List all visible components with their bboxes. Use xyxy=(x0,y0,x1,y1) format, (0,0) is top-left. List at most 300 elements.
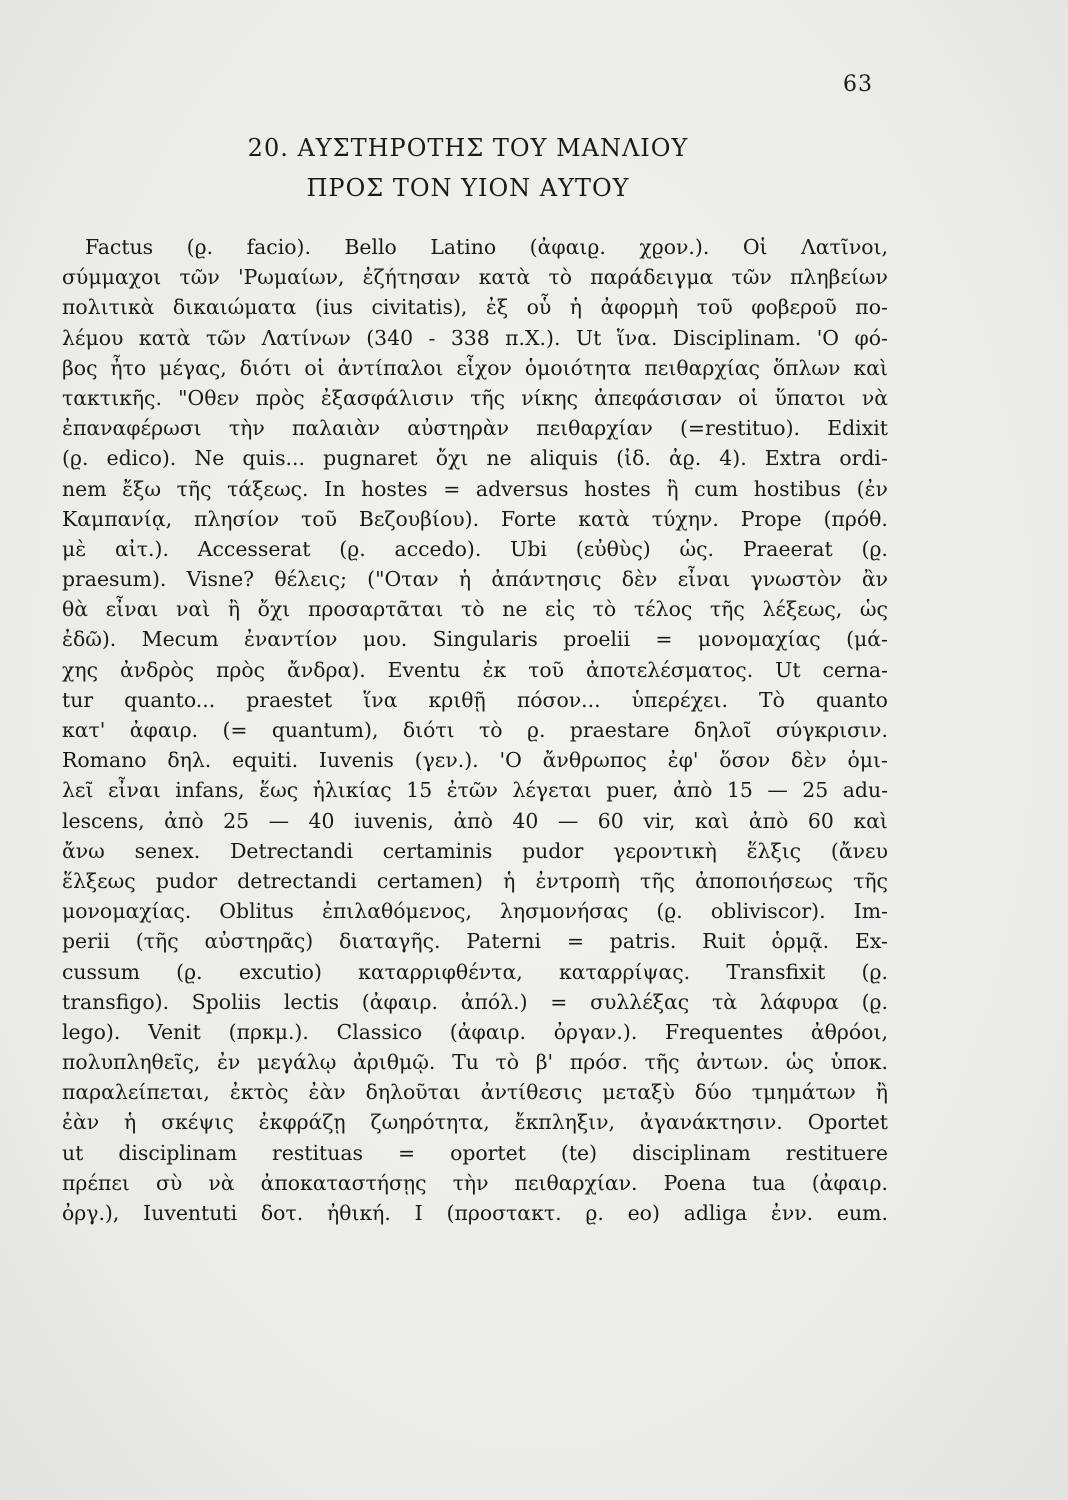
word: τῆς xyxy=(853,868,888,893)
word: proelii xyxy=(563,627,630,652)
word: Venit xyxy=(148,1019,201,1044)
word: μονομαχίας. xyxy=(62,899,192,924)
word: τῶν xyxy=(179,265,220,290)
word: (ϱ. xyxy=(62,446,89,471)
text-line xyxy=(62,504,888,534)
word: ἀνδρὸς xyxy=(119,657,195,682)
word: (ϱ. xyxy=(861,989,888,1014)
word: καὶ xyxy=(853,808,888,833)
word: (μά- xyxy=(846,627,888,652)
word: χης xyxy=(62,657,98,682)
word: quanto... xyxy=(124,687,216,712)
word: eo) xyxy=(627,1201,660,1225)
word: ne xyxy=(502,597,528,622)
word: διότι xyxy=(239,355,292,380)
word: βος xyxy=(62,355,98,380)
word: ὄχι xyxy=(257,597,291,622)
word: ἡ xyxy=(503,868,516,893)
word: λεῖ xyxy=(62,778,94,803)
word: (πρόθ. xyxy=(823,506,888,531)
word: φό- xyxy=(854,325,888,350)
word: (εὐθὺς) xyxy=(575,536,651,561)
word: equiti. xyxy=(232,748,299,773)
word: πο- xyxy=(855,295,888,320)
word: ἐπιλαθόμενος, xyxy=(321,899,472,924)
word: adversus xyxy=(475,476,569,501)
word: eum. xyxy=(836,1201,888,1225)
word: Oblitus xyxy=(219,899,294,924)
word: σὺ xyxy=(155,1170,183,1195)
word: πληβείων xyxy=(790,265,888,290)
word: ἢ xyxy=(875,1080,888,1105)
word: cum xyxy=(694,476,739,501)
word: Poena xyxy=(663,1170,727,1195)
word: αὐστηρὰν xyxy=(407,416,509,441)
word: ἐκφράζῃ xyxy=(258,1110,346,1135)
word: μου. xyxy=(362,627,408,652)
word: vir, xyxy=(643,808,676,833)
word: πρὸς xyxy=(255,385,305,410)
word: ὁρμᾷ. xyxy=(771,929,830,954)
word: τμημάτων xyxy=(751,1080,856,1105)
word: ἀπόλ.) xyxy=(460,989,528,1014)
word: 'Ο xyxy=(499,748,522,773)
word: (τῆς xyxy=(135,929,179,954)
word: ἔξω xyxy=(122,476,161,501)
word: ordi- xyxy=(839,446,888,471)
word: accedo). xyxy=(394,536,482,561)
word: I xyxy=(414,1201,423,1225)
word: τάξεως. xyxy=(227,476,309,501)
word: 'Ρωμαίων, xyxy=(237,265,345,290)
word: transfigo). xyxy=(62,989,170,1014)
word: ἡλικίας xyxy=(312,778,392,803)
text-line xyxy=(62,564,888,594)
word: καταρρίψας. xyxy=(558,959,691,984)
word: τῆς xyxy=(709,597,745,622)
word: ἡ xyxy=(458,567,472,592)
word: εἶναι xyxy=(677,567,731,592)
word: πειθαρχίαν. xyxy=(514,1170,638,1195)
word: Prope xyxy=(740,506,802,531)
word: (προστακτ. xyxy=(446,1201,562,1225)
word: κατὰ xyxy=(578,506,630,531)
word: ἀγανάκτησιν. xyxy=(639,1110,783,1135)
text-line xyxy=(62,413,888,443)
word: (ἄνευ xyxy=(830,838,888,863)
text-line xyxy=(62,292,888,322)
word: τακτικῆς. xyxy=(62,385,162,410)
word: Frequentes xyxy=(665,1019,784,1044)
word: ἂν xyxy=(861,567,888,592)
word: (340 xyxy=(366,325,414,350)
word: Disciplinam. xyxy=(672,325,802,350)
text-line xyxy=(62,232,888,262)
word: ζωηρότητα, xyxy=(370,1110,490,1135)
word: ὑποκ. xyxy=(830,1050,888,1075)
word: = xyxy=(655,627,673,652)
word: Detrectandi xyxy=(230,838,353,863)
word: certaminis xyxy=(382,838,493,863)
word: σύμμαχοι xyxy=(62,265,162,290)
word: ὕπατοι xyxy=(774,385,846,410)
word: λάφυρα xyxy=(759,989,839,1014)
word: τὰ xyxy=(711,989,737,1014)
word: Iuventuti xyxy=(143,1201,238,1225)
word: Eventu xyxy=(387,657,461,682)
word: senex. xyxy=(134,838,201,863)
word: praestet xyxy=(246,687,333,712)
word: — xyxy=(557,808,579,833)
word: πλησίον xyxy=(193,506,280,531)
text-line xyxy=(62,715,888,745)
word: νὰ xyxy=(208,1170,235,1195)
word: ἀντων. xyxy=(696,1050,770,1075)
word: ἀφαιρ. xyxy=(129,718,199,742)
word: adu- xyxy=(842,778,888,803)
word: δηλοῖ xyxy=(693,718,752,742)
word: ἐκτὸς xyxy=(229,1080,289,1105)
word: ὡς. xyxy=(679,536,715,561)
text-line xyxy=(62,1168,888,1198)
word: τὸ xyxy=(461,597,485,622)
word: πρόσ. xyxy=(569,1050,628,1075)
word: μεταξὺ xyxy=(602,1080,675,1105)
word: δύο xyxy=(694,1080,732,1105)
word: 40 xyxy=(512,808,539,833)
word: In xyxy=(324,476,346,501)
word: disciplinam xyxy=(118,1140,238,1165)
word: ut xyxy=(62,1140,84,1165)
word: Καμπανίᾳ, xyxy=(62,506,173,531)
word: quantum), xyxy=(271,718,379,742)
word: Im- xyxy=(853,899,888,924)
word: excutio) xyxy=(238,959,322,984)
word: ἔκπληξιν, xyxy=(514,1110,615,1135)
word: δοτ. xyxy=(260,1201,304,1225)
word: παλαιὰν xyxy=(292,416,381,441)
word: ὅσον xyxy=(719,748,771,773)
word: Praeerat xyxy=(742,536,833,561)
word: (= xyxy=(222,718,248,742)
word: Οἱ xyxy=(742,235,768,259)
word: πειθαρχίαν xyxy=(536,416,653,441)
word: ἀντίπαλοι xyxy=(337,355,444,380)
word: puer, xyxy=(606,778,659,803)
word: Classico xyxy=(336,1019,423,1044)
text-line xyxy=(62,896,888,926)
text-line xyxy=(62,685,888,715)
word: Iuvenis xyxy=(318,748,394,773)
word: σκέψις xyxy=(161,1110,234,1135)
word: quanto xyxy=(816,687,888,712)
word: τὸ xyxy=(479,718,503,742)
word: τῆς xyxy=(470,385,506,410)
word: hostes xyxy=(584,476,651,501)
word: Τὸ xyxy=(759,687,785,712)
text-line xyxy=(62,987,888,1017)
word: — xyxy=(268,808,290,833)
word: ἀφορμὴ xyxy=(600,295,679,320)
word: detrectandi xyxy=(237,868,357,893)
word: pudor xyxy=(522,838,584,863)
word: τὸ xyxy=(592,597,617,622)
text-line xyxy=(62,866,888,896)
word: 60 xyxy=(597,808,624,833)
word: (ϱ. xyxy=(186,235,214,259)
word: 338 xyxy=(450,325,490,350)
word: ἕλξις xyxy=(746,838,802,863)
word: obliviscor). xyxy=(710,899,826,924)
word: 60 xyxy=(807,808,834,833)
word: ἐκ xyxy=(482,657,507,682)
word: τύχην. xyxy=(651,506,719,531)
word: (ἀφαιρ. xyxy=(361,989,438,1014)
word: τῶν xyxy=(205,325,247,350)
word: iuvenis, xyxy=(354,808,434,833)
word: μὲ xyxy=(62,536,87,561)
word: πόσον... xyxy=(516,687,601,712)
word: πρὸς xyxy=(216,657,266,682)
word: cussum xyxy=(62,959,140,984)
word: (ϱ. xyxy=(176,959,203,984)
word: εἶναι xyxy=(105,597,159,622)
word: ὁμοιότητα xyxy=(524,355,632,380)
word: κατὰ xyxy=(138,325,191,350)
word: ἐζήτησαν xyxy=(362,265,461,290)
word: τὸ xyxy=(495,1050,520,1075)
word: Paterni xyxy=(466,929,541,954)
text-line xyxy=(62,323,888,353)
word: ἄνω xyxy=(62,838,105,863)
word: Ruit xyxy=(702,929,746,954)
word: ἄνθρωπος xyxy=(542,748,647,773)
word: ἀπὸ xyxy=(672,778,713,803)
word: λέξεως, xyxy=(762,597,843,622)
page-number: 63 xyxy=(843,72,873,97)
word: (ϱ. xyxy=(861,536,888,561)
word: κατὰ xyxy=(478,265,531,290)
text-line xyxy=(62,534,888,564)
text-line xyxy=(62,1107,888,1137)
word: Singularis xyxy=(432,627,538,652)
word: edico). xyxy=(106,446,177,471)
word: (ἀφαιρ. xyxy=(449,1019,527,1044)
word: ἀπὸ xyxy=(748,808,789,833)
section-title-line-2: ΠΡΟΣ ΤΟΝ ΥΙΟΝ ΑΥΤΟΥ xyxy=(306,174,630,202)
word: disciplinam xyxy=(632,1140,751,1165)
word: ἕλξεως xyxy=(62,868,136,893)
word: ἀριθμῷ. xyxy=(353,1050,436,1075)
word: cerna- xyxy=(822,657,888,682)
text-line xyxy=(62,836,888,866)
word: ὡς xyxy=(859,597,888,622)
word: ἠθική. xyxy=(326,1201,391,1225)
word: καὶ xyxy=(853,355,888,380)
text-line xyxy=(62,1017,888,1047)
word: 4). xyxy=(719,446,747,471)
word: πειθαρχίας xyxy=(644,355,760,380)
text-line xyxy=(62,443,888,473)
word: Accesserat xyxy=(197,536,311,561)
word: οἱ xyxy=(304,355,325,380)
word: (ϱ. xyxy=(861,959,888,984)
word: certamen) xyxy=(376,868,483,893)
word: ἦτο xyxy=(110,355,147,380)
word: θέλεις; xyxy=(274,567,347,592)
word: τέλος xyxy=(633,597,693,622)
word: ἀπὸ xyxy=(164,808,204,833)
word: π.Χ.). xyxy=(505,325,561,350)
word: ἀπάντησις xyxy=(491,567,602,592)
word: κατ' xyxy=(62,718,106,742)
word: praesum). xyxy=(62,567,167,592)
word: φοβεροῦ xyxy=(751,295,837,320)
word: συλλέξας xyxy=(590,989,690,1014)
word: εἰς xyxy=(545,597,575,622)
word: Oportet xyxy=(807,1110,888,1135)
word: ἐν xyxy=(216,1050,241,1075)
word: οὗ xyxy=(526,295,552,320)
word: γεροντικὴ xyxy=(613,838,717,863)
word: "Οθεν xyxy=(178,385,240,410)
word: λέγεται xyxy=(512,778,592,803)
word: (ius xyxy=(314,295,353,320)
text-line xyxy=(62,262,888,292)
word: (ϱ. xyxy=(656,899,683,924)
word: ἕως xyxy=(259,778,299,803)
word: (ἐν xyxy=(856,476,888,501)
word: ὄχι xyxy=(435,446,469,471)
word: Mecum xyxy=(141,627,219,652)
word: διότι xyxy=(402,718,455,742)
word: κριθῇ xyxy=(428,687,486,712)
word: ἐξ xyxy=(485,295,509,320)
word: θὰ xyxy=(62,597,89,622)
word: μεγάλῳ xyxy=(257,1050,337,1075)
word: ἀϱ. xyxy=(668,446,702,471)
text-line xyxy=(62,957,888,987)
word: = xyxy=(397,1140,416,1165)
word: (ἀφαιρ. xyxy=(811,1170,888,1195)
word: Extra xyxy=(764,446,822,471)
word: ἐντροπὴ xyxy=(535,868,620,893)
word: patris. xyxy=(609,929,677,954)
word: ἐτῶν xyxy=(446,778,498,803)
word: ὀργαν.). xyxy=(553,1019,638,1044)
word: = xyxy=(566,929,584,954)
word: Romano xyxy=(62,748,147,773)
word: 40 xyxy=(308,808,335,833)
word: perii xyxy=(62,929,110,954)
word: ἡ xyxy=(569,295,582,320)
word: praestare xyxy=(569,718,670,742)
word: 25 xyxy=(802,778,829,803)
word: δικαιώματα xyxy=(172,295,297,320)
word: παράδειγμα xyxy=(590,265,714,290)
word: ϱ. xyxy=(585,1201,604,1225)
word: ἵνα. xyxy=(616,325,658,350)
word: οἱ xyxy=(738,385,759,410)
word: oportet xyxy=(450,1140,526,1165)
word: hostibus xyxy=(753,476,841,501)
word: πρέπει xyxy=(62,1170,130,1195)
word: Transfixit xyxy=(726,959,826,984)
word: μονομαχίας xyxy=(697,627,821,652)
word: εἶναι xyxy=(107,778,161,803)
word: Βεζουβίου). xyxy=(358,506,480,531)
word: μέγας, xyxy=(159,355,227,380)
word: προσαρτᾶται xyxy=(307,597,444,622)
word: ἀποκαταστήσῃς xyxy=(260,1170,427,1195)
word: πολυπληθεῖς, xyxy=(62,1050,201,1075)
word: καταρριφθέντα, xyxy=(358,959,523,984)
word: καὶ xyxy=(694,808,730,833)
word: ἢ xyxy=(227,597,241,622)
word: ne xyxy=(486,446,512,471)
word: τοῦ xyxy=(301,506,337,531)
word: ἀπεφάσισαν xyxy=(594,385,722,410)
word: ἵνα xyxy=(363,687,398,712)
word: Spoliis xyxy=(191,989,262,1014)
word: ἐδῶ). xyxy=(62,627,117,652)
word: Ne xyxy=(194,446,225,471)
word: τῆς xyxy=(644,1050,680,1075)
word: ἢ xyxy=(666,476,679,501)
word: νὰ xyxy=(861,385,888,410)
word: ναὶ xyxy=(176,597,211,622)
word: ἐναντίον xyxy=(243,627,338,652)
word: τῆς xyxy=(640,868,675,893)
word: Ex- xyxy=(854,929,888,954)
word: (ϱ. xyxy=(339,536,366,561)
word: λέμου xyxy=(62,325,124,350)
word: (γεν.). xyxy=(414,748,479,773)
text-line xyxy=(62,474,888,504)
word: facio). xyxy=(246,235,311,259)
word: δηλ. xyxy=(167,748,212,773)
word: λησμονήσας xyxy=(499,899,629,924)
word: Edixit xyxy=(827,416,888,441)
word: ("Οταν xyxy=(367,567,439,592)
word: τὸ xyxy=(548,265,573,290)
word: τῆς xyxy=(176,476,212,501)
word: 15 xyxy=(406,778,433,803)
word: 'Ο xyxy=(816,325,840,350)
text-line xyxy=(62,655,888,685)
word: (ἰδ. xyxy=(616,446,651,471)
word: δὲν xyxy=(791,748,827,773)
word: tur xyxy=(62,687,94,712)
text-line xyxy=(62,383,888,413)
word: τοῦ xyxy=(696,295,733,320)
word: ἐπαναφέρωσι xyxy=(62,416,202,441)
word: (te) xyxy=(560,1140,598,1165)
commentary-text xyxy=(62,232,888,1228)
word: pugnaret xyxy=(323,446,418,471)
word: τοῦ xyxy=(528,657,565,682)
word: ἐφ' xyxy=(667,748,699,773)
word: ἐὰν xyxy=(308,1080,346,1105)
word: 25 xyxy=(223,808,250,833)
word: - xyxy=(428,325,436,350)
word: quis... xyxy=(242,446,305,471)
word: τῶν xyxy=(731,265,772,290)
word: ἄνδρα). xyxy=(287,657,366,682)
word: παραλείπεται, xyxy=(62,1080,210,1105)
word: Ut xyxy=(775,657,801,682)
word: restituere xyxy=(785,1140,888,1165)
